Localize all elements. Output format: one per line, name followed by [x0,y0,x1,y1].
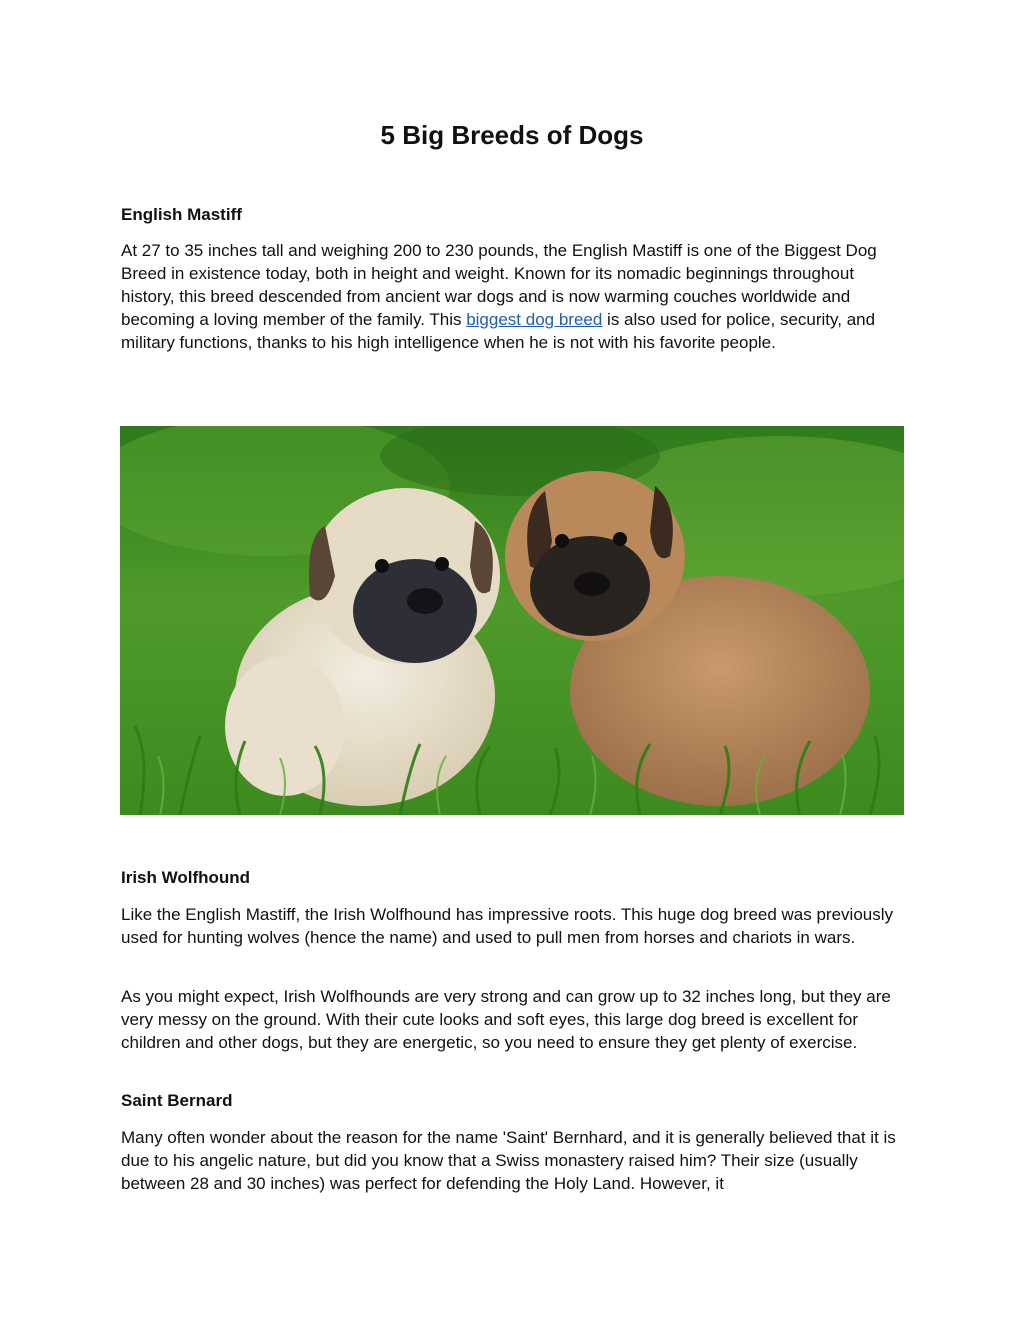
biggest-dog-breed-link[interactable]: biggest dog breed [466,310,603,329]
saint-bernard-paragraph: Many often wonder about the reason for the name 'Saint' Bernhard, and it is generally believed that it is due to his angelic nature, but did you know that a Swiss monastery raised him? Their size (usually between 28 and 30 inches) was perfect for defending the Holy Land. However, it [121,1128,896,1193]
section-heading-saint-bernard: Saint Bernard [121,1091,233,1110]
page-title: 5 Big Breeds of Dogs [380,120,644,150]
paragraph-text: At 27 to 35 inches tall and weighing 200 to 230 pounds, the English Mastiff is one of the Biggest Dog Breed in existence today, both in height and weight. Known for its nomadic beginnings throughout history, this breed descended from ancient war dogs and is now warming couches worldwide and becoming a loving member of the family. This [121,241,877,329]
paragraph-text: is also used for police, security, and military functions, thanks to his high intelligence when he is not with his favorite people. [121,310,876,352]
section-heading-english-mastiff: English Mastiff [121,205,242,224]
english-mastiff-paragraph [121,239,911,354]
irish-wolfhound-paragraph-2: As you might expect, Irish Wolfhounds are very strong and can grow up to 32 inches long, but they are very messy on the ground. With their cute looks and soft eyes, this large dog breed is excellent for children and other dogs, but they are energetic, so you need to ensure they get plenty of exercise. [121,987,891,1052]
irish-wolfhound-paragraph-1: Like the English Mastiff, the Irish Wolfhound has impressive roots. This huge dog breed was previously used for hunting wolves (hence the name) and used to pull men from horses and chariots in wars. [121,905,894,947]
section-heading-irish-wolfhound: Irish Wolfhound [121,868,251,887]
mastiff-puppies-photo [120,426,904,815]
